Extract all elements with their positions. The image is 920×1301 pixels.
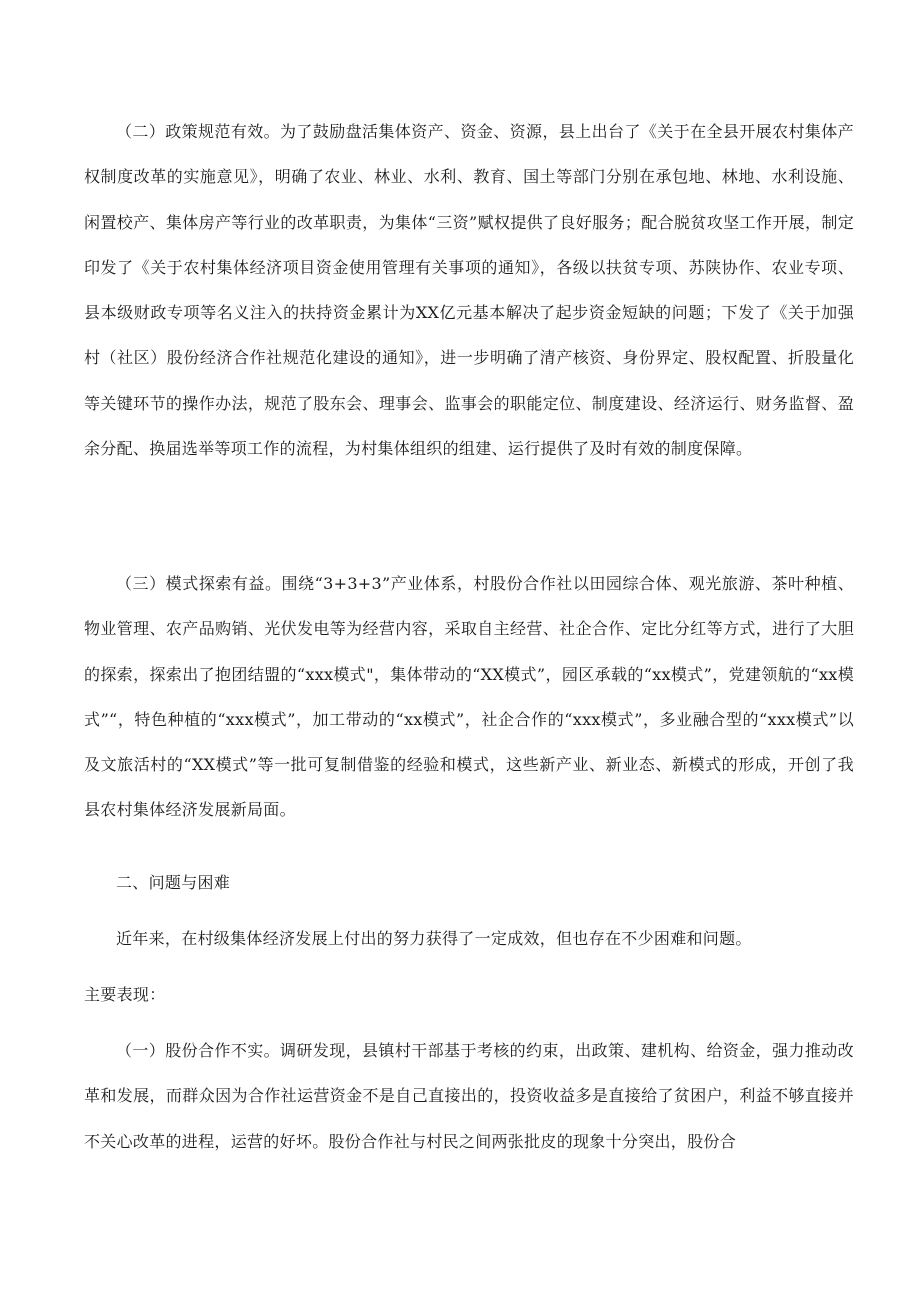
paragraph-share-cooperation: （一）股份合作不实。调研发现，县镇村干部基于考核的约束，出政策、建机构、给资金，强力推动改革和发展，而群众因为合作社运营资金不是自己直接出的，投资收益多是直接给了贫困户，利益不够直接并不关心改革的进程，运营的好坏。股份合作社与村民之间两张批皮的现象十分突出，股份合 [84, 1041, 854, 1151]
main-manifestations-label: 主要表现： [84, 985, 166, 1004]
paragraph-intro: 近年来，在村级集体经济发展上付出的努力获得了一定成效，但也存在不少困难和问题。 [116, 929, 752, 948]
paragraph-model-exploration: （三）模式探索有益。围绕“3+3+3”产业体系，村股份合作社以田园综合体、观光旅游、茶叶种植、物业管理、农产品购销、光伏发电等为经营内容，采取自主经营、社企合作、定比分红等方式，进行了大胆的探索，探索出了抱团结盟的“xxx模式"，集体带动的“XX模式”，园区承载的“xx模式”，党建领航的“xx模式”“，特色种植的“xxx模式”，加工带动的“xx模式”，社企合作的“xxx模式”，多业融合型的“xxx模式”以及文旅活村的“XX模式”等一批可复制借鉴的经验和模式，这些新产业、新业态、新模式的形成，开创了我县农村集体经济发展新局面。 [84, 574, 854, 820]
section-heading-problems: 二、问题与困难 [116, 873, 231, 892]
paragraph-policy-effective: （二）政策规范有效。为了鼓励盘活集体资产、资金、资源，县上出台了《关于在全县开展农村集体产权制度改革的实施意见》，明确了农业、林业、水利、教育、国土等部门分别在承包地、林地、水利设施、闲置校产、集体房产等行业的改革职责，为集体“三资”赋权提供了良好服务；配合脱贫攻坚工作开展，制定印发了《关于农村集体经济项目资金使用管理有关事项的通知》，各级以扶贫专项、苏陕协作、农业专项、县本级财政专项等名义注入的扶持资金累计为XX亿元基本解决了起步资金短缺的问题；下发了《关于加强村（社区）股份经济合作社规范化建设的通知》，进一步明确了清产核资、身份界定、股权配置、折股量化等关键环节的操作办法，规范了股东会、理事会、监事会的职能定位、制度建设、经济运行、财务监督、盈余分配、换届选举等项工作的流程，为村集体组织的组建、运行提供了及时有效的制度保障。 [84, 122, 854, 459]
